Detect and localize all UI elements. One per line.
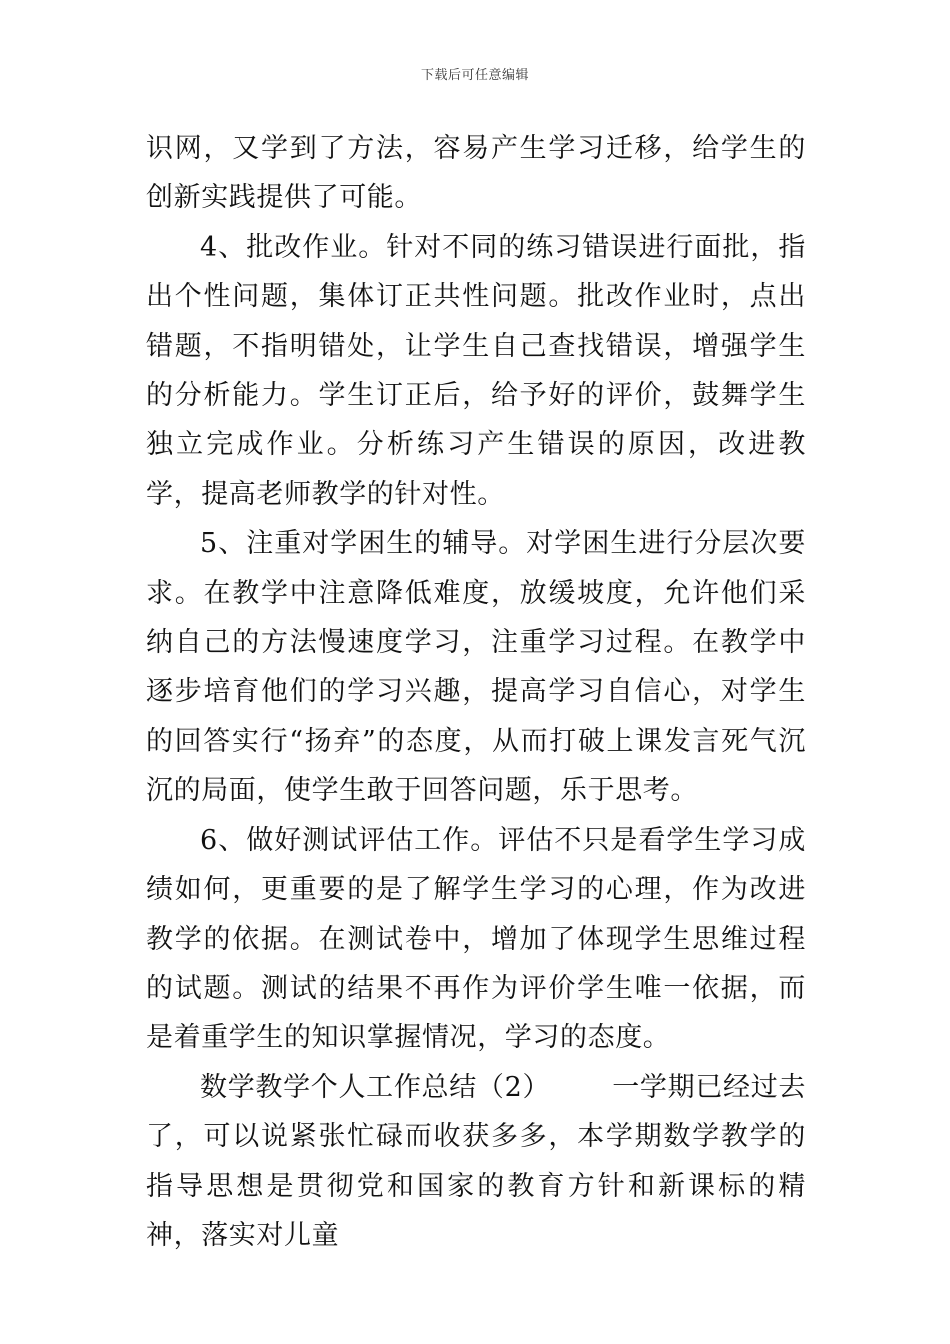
page-header: 下载后可任意编辑 [420,68,529,83]
paragraph-item-6: 6、做好测试评估工作。评估不只是看学生学习成绩如何，更重要的是了解学生学习的心理，作为改进教学的依据。在测试卷中，增加了体现学生思维过程的试题。测试的结果不再作为评价学生唯一依据，而是着重学生的知识掌握情况，学习的态度。 [146,824,806,1054]
paragraph-item-5: 5、注重对学困生的辅导。对学困生进行分层次要求。在教学中注意降低难度，放缓坡度，允许他们采纳自己的方法慢速度学习，注重学习过程。在教学中逐步培育他们的学习兴趣，提高学习自信心，对学生的回答实行“扬弃”的态度，从而打破上课发言死气沉沉的局面，使学生敢于回答问题，乐于思考。 [146,528,806,807]
paragraph-continuation: 识网，又学到了方法，容易产生学习迁移，给学生的创新实践提供了可能。 [146,133,806,214]
paragraph-summary-2 [146,1063,806,1261]
section-title: 数学教学个人工作总结（2） [200,1071,551,1103]
paragraph-item-4: 4、批改作业。针对不同的练习错误进行面批，指出个性问题，集体订正共性问题。批改作业时，点出错题，不指明错处，让学生自己查找错误，增强学生的分析能力。学生订正后，给予好的评价，鼓舞学生独立完成作业。分析练习产生错误的原因，改进教学，提高老师教学的针对性。 [146,231,806,510]
document-body [146,124,806,1260]
section-text: 一学期已经过去了，可以说紧张忙碌而收获多多，本学期数学教学的指导思想是贯彻党和国家的教育方针和新课标的精神，落实对儿童 [146,1071,806,1251]
